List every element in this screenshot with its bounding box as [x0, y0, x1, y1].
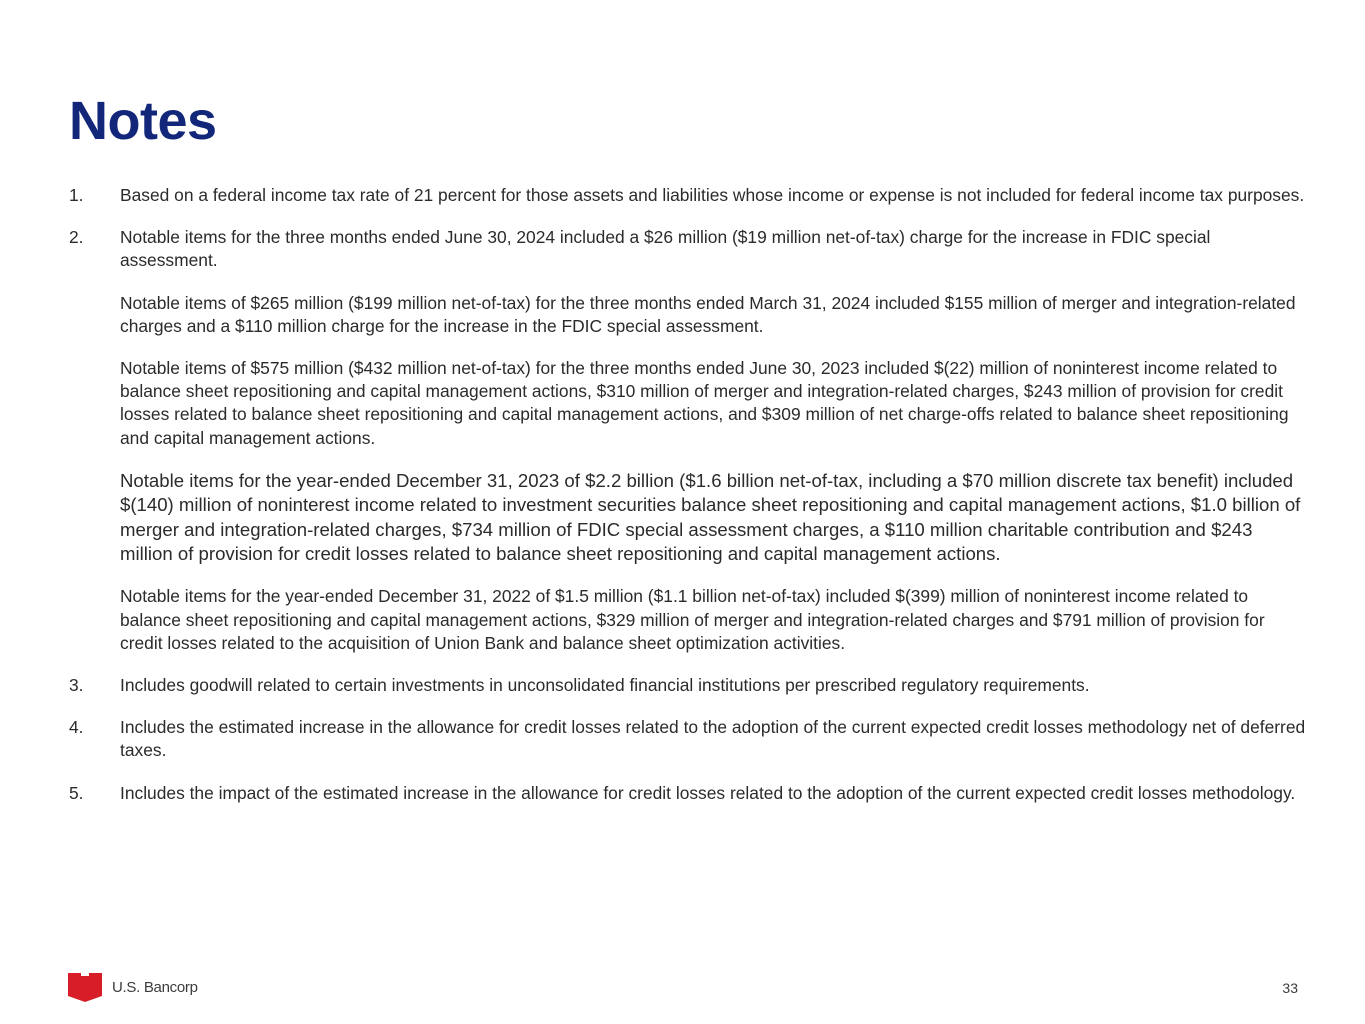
- note-number: 4.: [69, 717, 84, 738]
- note-2-q2-2023: [69, 357, 1309, 450]
- note-number: 3.: [69, 675, 84, 696]
- note-5: [69, 782, 1309, 805]
- note-2-q1-2024: [69, 292, 1309, 338]
- note-text: Includes the estimated increase in the allowance for credit losses related to the adoption of the current expected credit losses methodology net of deferred taxes.: [120, 717, 1306, 761]
- page-title: Notes: [69, 91, 217, 151]
- note-2-fy-2023: [69, 469, 1309, 567]
- page-number: 33: [1282, 980, 1298, 996]
- note-text: Notable items for the year-ended December 31, 2022 of $1.5 million ($1.1 billion net-of-tax) included $(399) million of noninterest income related to balance sheet repositioning and capital management actions, $329 million of merger and integration-related charges and $791 million of provision for credit losses related to the acquisition of Union Bank and balance sheet optimization activities.: [120, 586, 1265, 653]
- company-logo: [68, 972, 198, 1002]
- shield-logo-icon: [68, 972, 102, 1002]
- notes-list: [69, 184, 1309, 805]
- note-text: Notable items of $575 million ($432 million net-of-tax) for the three months ended June 30, 2023 included $(22) million of noninterest income related to balance sheet repositioning and capital management actions, $310 million of merger and integration-related charges, $243 million of provision for credit losses related to balance sheet repositioning and capital management actions, and $309 million of net charge-offs related to balance sheet repositioning and capital management actions.: [120, 358, 1289, 448]
- note-2: [69, 226, 1309, 272]
- note-number: 2.: [69, 227, 84, 248]
- note-4: [69, 716, 1309, 762]
- note-number: 1.: [69, 185, 84, 205]
- note-2-fy-2022: [69, 585, 1309, 655]
- note-text: Notable items for the year-ended December 31, 2023 of $2.2 billion ($1.6 billion net-of-tax, including a $70 million discrete tax benefit) included $(140) million of noninterest income related to investment securities balance sheet repositioning and capital management actions, $1.0 billion of merger and integration-related charges, $734 million of FDIC special assessment charges, a $110 million charitable contribution and $243 million of provision for credit losses related to balance sheet repositioning and capital management actions.: [120, 469, 1301, 565]
- note-1: [69, 184, 1309, 207]
- note-text: Notable items of $265 million ($199 million net-of-tax) for the three months ended March 31, 2024 included $155 million of merger and integration-related charges and a $110 million charge for the increase in the FDIC special assessment.: [120, 292, 1296, 336]
- note-text: Includes the impact of the estimated increase in the allowance for credit losses related to the adoption of the current expected credit losses methodology.: [120, 782, 1296, 803]
- note-text: Based on a federal income tax rate of 21 percent for those assets and liabilities whose income or expense is not included for federal income tax purposes.: [120, 185, 1305, 205]
- note-number: 5.: [69, 782, 84, 803]
- brand-name: U.S. Bancorp: [112, 978, 198, 996]
- note-text: Notable items for the three months ended June 30, 2024 included a $26 million ($19 million net-of-tax) charge for the increase in FDIC special assessment.: [120, 227, 1211, 271]
- note-3: [69, 674, 1309, 697]
- note-text: Includes goodwill related to certain investments in unconsolidated financial institutions per prescribed regulatory requirements.: [120, 675, 1090, 696]
